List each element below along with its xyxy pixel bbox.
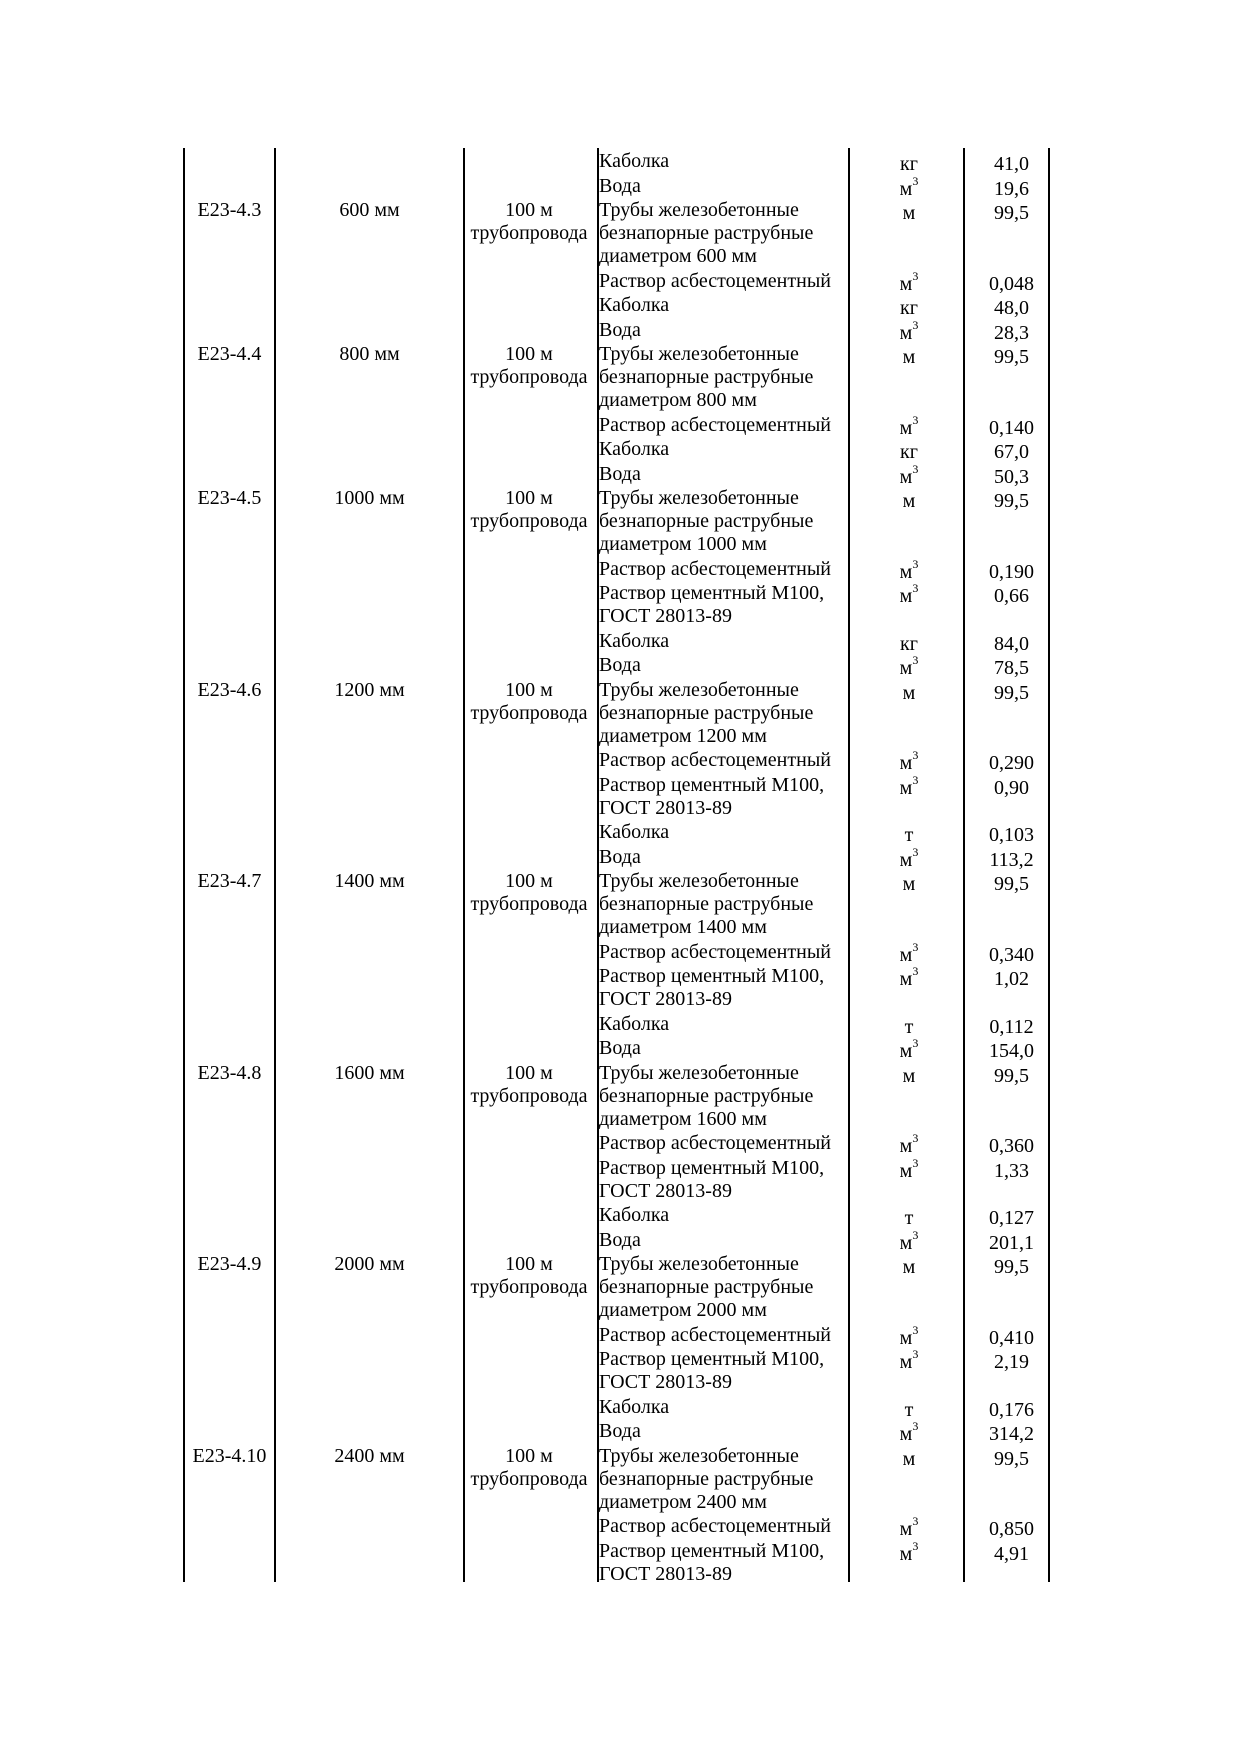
resource-unit: кг [900,441,918,463]
resource-unit: $м^3$ [899,317,919,344]
norm-code: Е23-4.4 [197,343,262,365]
resource-name: Вода [599,318,641,341]
norm-code: Е23-4.10 [192,1444,267,1467]
resource-quantity: 48,0 [994,297,1029,319]
resource-unit: м [902,490,916,512]
pipe-diameter: 600 мм [339,199,400,221]
table-row [184,1396,1054,1421]
resource-name: Вода [599,845,641,868]
resource-unit: $м^3$ [899,1322,919,1349]
table-row-item-header [184,199,1054,270]
resource-unit: кг [900,297,918,319]
resource-name: Вода [599,174,641,197]
resource-quantity: 113,2 [989,848,1034,871]
resource-quantity: 0,90 [994,776,1029,799]
resource-name: Вода [599,654,641,676]
resource-unit: м [902,1447,916,1470]
resource-name: Каболка [599,294,670,316]
resource-unit: м [902,1064,916,1087]
resource-name: Трубы железобетонные безнапорные раструбные диаметром 800 мм [599,343,814,411]
resource-unit: кг [900,632,918,655]
resource-name: Раствор асбестоцементный [599,749,831,771]
resource-unit: $м^3$ [899,772,919,799]
pipe-diameter: 1400 мм [334,870,405,892]
resource-name: Раствор цементный М100, ГОСТ 28013-89 [599,1348,825,1393]
resource-name: Раствор асбестоцементный [599,940,831,963]
resource-quantity: 0,340 [989,943,1034,966]
table-row [184,294,1054,319]
table-row [184,1324,1054,1349]
resource-unit: $м^3$ [899,1347,919,1373]
table-body [184,150,1054,1587]
table-row [184,1157,1054,1205]
table-row-item-header [184,343,1054,414]
resource-unit: $м^3$ [899,1514,919,1540]
resource-quantity: 0,176 [989,1398,1034,1421]
table-row [184,846,1054,871]
resource-quantity: 99,5 [994,346,1029,368]
resource-name: Каболка [599,1395,670,1418]
table-row [184,1348,1054,1396]
resource-quantity: 28,3 [994,321,1029,344]
resource-name: Трубы железобетонные безнапорные раструбные диаметром 1400 мм [599,870,814,938]
resource-unit: т [904,1207,914,1229]
table-row [184,1013,1054,1038]
resource-unit: $м^3$ [899,581,919,607]
table-row [184,1515,1054,1540]
resource-unit: м [902,681,916,704]
resource-name: Каболка [599,1012,670,1035]
resource-quantity: 4,91 [994,1542,1029,1565]
resource-quantity: 1,02 [994,968,1029,990]
resource-quantity: 84,0 [994,632,1029,655]
resource-unit: $м^3$ [899,748,919,774]
table-row [184,749,1054,774]
table-row [184,1204,1054,1229]
pipe-diameter: 1200 мм [334,678,405,701]
resource-unit: $м^3$ [899,939,919,966]
resource-name: Раствор асбестоцементный [599,269,831,292]
resource-quantity: 19,6 [994,177,1029,200]
table-row [184,582,1054,630]
resource-unit: $м^3$ [899,964,919,990]
resource-unit: кг [900,153,918,175]
table-row-item-header [184,1062,1054,1133]
resource-unit: м [902,202,916,224]
resource-quantity: 99,5 [994,1256,1029,1278]
resource-unit: $м^3$ [899,556,919,583]
norm-code: Е23-4.3 [197,199,262,221]
resource-quantity: 99,5 [994,1447,1029,1470]
resource-name: Раствор асбестоцементный [599,1515,831,1537]
resource-unit: $м^3$ [899,1538,919,1565]
resource-quantity: 0,850 [989,1518,1034,1540]
resource-quantity: 1,33 [994,1159,1029,1182]
resource-name: Раствор асбестоцементный [599,1323,831,1346]
resource-name: Каболка [599,629,670,652]
resource-name: Трубы железобетонные безнапорные раструбные диаметром 2000 мм [599,1253,814,1321]
pipe-diameter: 2000 мм [334,1253,405,1275]
table-row [184,1420,1054,1445]
resource-name: Раствор цементный М100, ГОСТ 28013-89 [599,582,825,627]
resource-name: Вода [599,1420,641,1442]
resource-quantity: 99,5 [994,202,1029,224]
norm-code: Е23-4.6 [197,678,262,701]
table-row [184,175,1054,200]
table-row [184,1132,1054,1157]
resource-quantity: 50,3 [994,465,1029,488]
table-row-item-header [184,679,1054,750]
resource-unit: т [904,824,914,846]
resource-name: Трубы железобетонные безнапорные раструбные диаметром 600 мм [599,199,814,267]
pipe-diameter: 2400 мм [334,1444,405,1467]
resource-name: Трубы железобетонные безнапорные раструбные диаметром 2400 мм [599,1444,814,1513]
resource-unit: $м^3$ [899,461,919,488]
resource-quantity: 0,112 [989,1015,1034,1038]
resource-name: Каболка [599,1204,670,1226]
resource-quantity: 0,103 [989,824,1034,846]
resource-quantity: 78,5 [994,657,1029,679]
resource-quantity: 154,0 [989,1040,1034,1062]
table-row-item-header [184,1253,1054,1324]
table-row [184,463,1054,488]
resource-quantity: 41,0 [994,153,1029,175]
resource-name: Раствор асбестоцементный [599,557,831,580]
resource-unit: $м^3$ [899,844,919,871]
resource-quantity: 2,19 [994,1351,1029,1373]
resource-name: Каболка [599,150,670,172]
resource-name: Вода [599,1228,641,1251]
resource-quantity: 0,048 [989,272,1034,295]
resource-unit: м [902,873,916,895]
norm-code: Е23-4.7 [197,870,262,892]
resource-name: Трубы железобетонные безнапорные раструбные диаметром 1600 мм [599,1061,814,1130]
resource-quantity: 99,5 [994,1064,1029,1087]
table-row [184,558,1054,583]
measure-unit: 100 м трубопровода [470,678,588,724]
table-row [184,941,1054,966]
resource-unit: м [902,1256,916,1278]
resource-name: Каболка [599,438,670,460]
resource-unit: $м^3$ [899,173,919,200]
measure-unit: 100 м трубопровода [470,1444,588,1490]
measure-unit: 100 м трубопровода [470,343,588,388]
resource-name: Вода [599,462,641,485]
pipe-diameter: 800 мм [339,343,400,365]
resource-quantity: 0,127 [989,1207,1034,1229]
norm-code: Е23-4.5 [197,487,262,509]
resource-unit: $м^3$ [899,268,919,295]
resource-quantity: 99,5 [994,873,1029,895]
table-row [184,965,1054,1013]
norm-code: Е23-4.8 [197,1061,262,1084]
resource-quantity: 0,66 [994,585,1029,607]
resource-name: Раствор цементный М100, ГОСТ 28013-89 [599,773,825,819]
resource-name: Вода [599,1037,641,1059]
resource-quantity: 0,410 [989,1326,1034,1349]
resource-quantity: 0,360 [989,1135,1034,1157]
resource-name: Трубы железобетонные безнапорные раструбные диаметром 1200 мм [599,678,814,747]
resource-unit: $м^3$ [899,1419,919,1445]
pipe-diameter: 1600 мм [334,1061,405,1084]
measure-unit: 100 м трубопровода [470,1061,588,1107]
table-row-item-header [184,870,1054,941]
resource-quantity: 201,1 [989,1231,1034,1254]
table-row [184,1229,1054,1254]
resource-quantity: 67,0 [994,441,1029,463]
table-row [184,438,1054,463]
resource-unit: $м^3$ [899,1036,919,1062]
resource-name: Трубы железобетонные безнапорные раструбные диаметром 1000 мм [599,487,814,555]
resource-quantity: 0,290 [989,752,1034,774]
table-row [184,774,1054,822]
measure-unit: 100 м трубопровода [470,870,588,915]
table-row [184,821,1054,846]
table-row [184,654,1054,679]
resource-quantity: 314,2 [989,1423,1034,1445]
table-row-item-header [184,1445,1054,1516]
table-row [184,1540,1054,1588]
table-row [184,414,1054,439]
measure-unit: 100 м трубопровода [470,1253,588,1298]
table-row [184,319,1054,344]
table-row [184,270,1054,295]
resource-quantity: 99,5 [994,490,1029,512]
measure-unit: 100 м трубопровода [470,487,588,532]
resource-unit: $м^3$ [899,412,919,439]
resource-unit: т [904,1015,914,1038]
resource-name: Раствор асбестоцементный [599,1132,831,1154]
norm-code: Е23-4.9 [197,1253,262,1275]
table-row [184,630,1054,655]
resource-name: Раствор асбестоцементный [599,413,831,436]
resource-name: Каболка [599,821,670,843]
resource-unit: $м^3$ [899,1155,919,1182]
resource-quantity: 99,5 [994,681,1029,704]
table-row [184,1037,1054,1062]
resource-quantity: 0,190 [989,560,1034,583]
resource-unit: $м^3$ [899,1227,919,1254]
table-row [184,150,1054,175]
resource-unit: т [904,1398,914,1421]
resource-name: Раствор цементный М100, ГОСТ 28013-89 [599,965,825,1010]
table-row-item-header [184,487,1054,558]
pipe-diameter: 1000 мм [334,487,405,509]
resource-unit: м [902,346,916,368]
resource-unit: $м^3$ [899,1131,919,1157]
resource-unit: $м^3$ [899,653,919,679]
measure-unit: 100 м трубопровода [470,199,588,244]
resource-quantity: 0,140 [989,416,1034,439]
resource-name: Раствор цементный М100, ГОСТ 28013-89 [599,1539,825,1585]
resource-name: Раствор цементный М100, ГОСТ 28013-89 [599,1156,825,1202]
